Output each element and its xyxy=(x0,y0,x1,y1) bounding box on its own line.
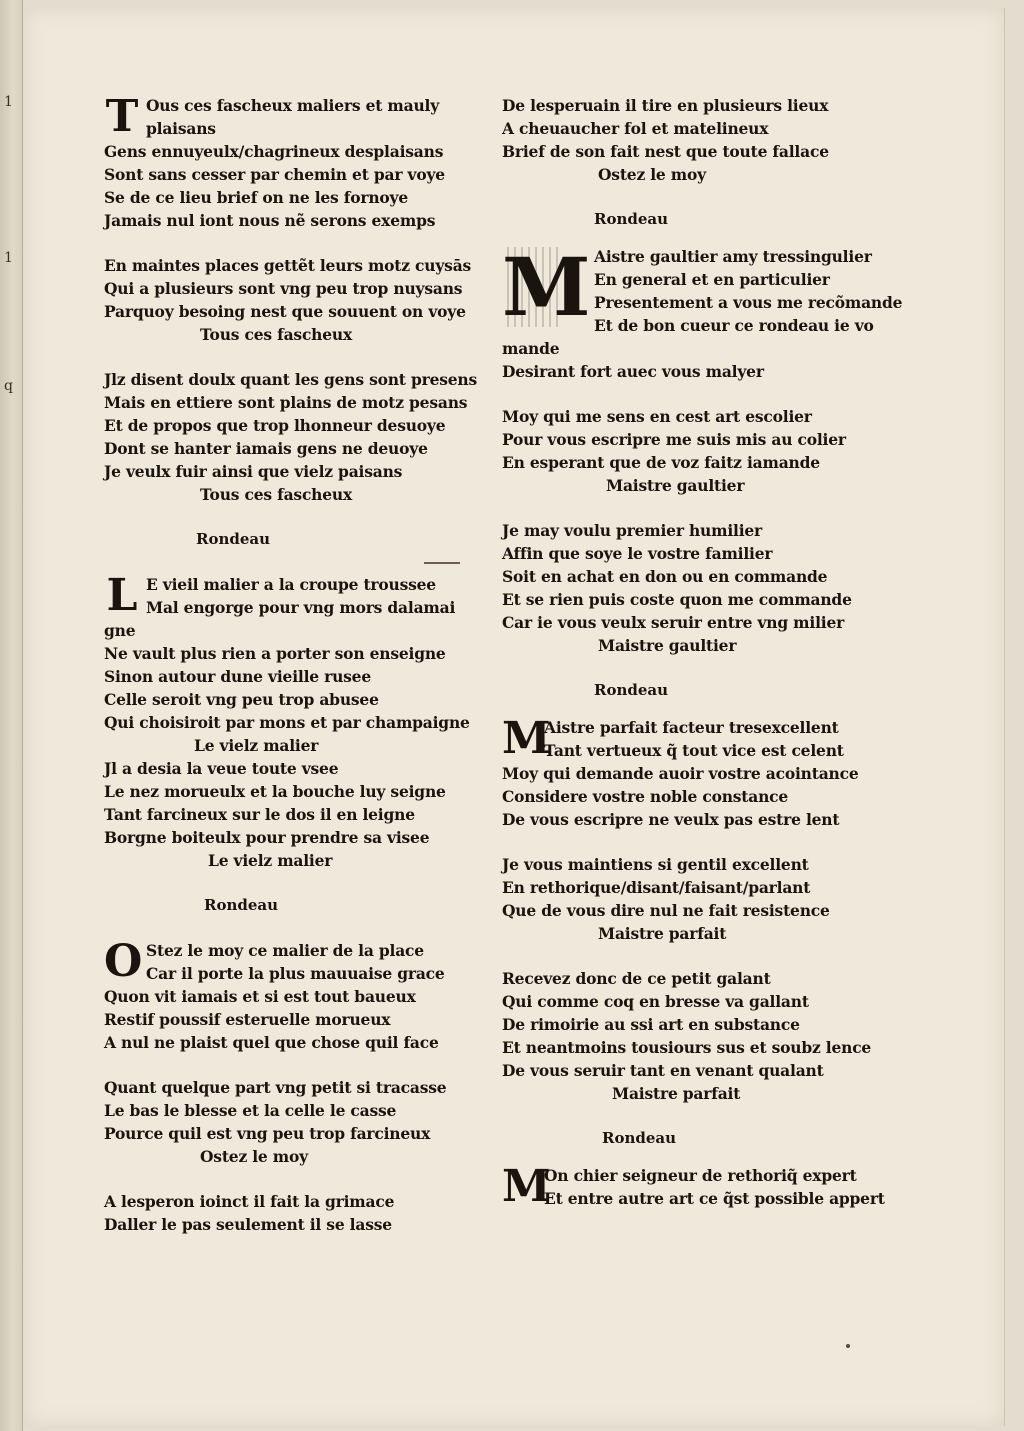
verse-line: Stez le moy ce malier de la place xyxy=(146,941,424,960)
book-gutter xyxy=(0,0,23,1431)
refrain-line: Le vielz malier xyxy=(208,851,333,870)
book-page xyxy=(24,8,1005,1426)
refrain-line: Ostez le moy xyxy=(200,1147,308,1166)
verse-line: A lesperon ioinct il fait la grimace xyxy=(104,1192,395,1211)
verse-line: Qui comme coq en bresse va gallant xyxy=(502,992,809,1011)
refrain-line: Le vielz malier xyxy=(194,736,319,755)
verse-line: Et entre autre art ce q̃st possible appert xyxy=(544,1189,885,1208)
refrain-line: Maistre gaultier xyxy=(598,636,737,655)
drop-cap-initial: O xyxy=(104,936,143,987)
section-heading: Rondeau xyxy=(594,681,669,699)
verse-line: Ous ces fascheux maliers et mauly xyxy=(146,96,440,115)
verse-line: Le bas le blesse et la celle le casse xyxy=(104,1101,397,1120)
verse-line: Quant quelque part vng petit si tracasse xyxy=(104,1078,447,1097)
verse-line: Mal engorge pour vng mors dalamai xyxy=(146,598,456,617)
right-column xyxy=(502,94,902,1210)
section-heading: Rondeau xyxy=(594,210,669,228)
section-heading: Rondeau xyxy=(196,530,271,548)
verse-line: mande xyxy=(502,339,560,358)
verse-line: Borgne boiteulx pour prendre sa visee xyxy=(104,828,430,847)
verse-line: Tant farcineux sur le dos il en leigne xyxy=(104,805,415,824)
ink-spot xyxy=(846,1344,850,1348)
verse-line: En esperant que de voz faitz iamande xyxy=(502,453,820,472)
verse-line: En rethorique/disant/faisant/parlant xyxy=(502,878,811,897)
verse-line: Qui choisiroit par mons et par champaigne xyxy=(104,713,470,732)
stanza xyxy=(104,91,504,142)
drop-cap-initial: M xyxy=(502,1161,551,1212)
verse-line: Ne vault plus rien a porter son enseigne xyxy=(104,644,446,663)
drop-cap-initial: T xyxy=(105,91,139,142)
section-heading: Rondeau xyxy=(602,1129,677,1147)
verse-line: Je may voulu premier humilier xyxy=(502,521,763,540)
verse-line: De vous escripre ne veulx pas estre lent xyxy=(502,810,840,829)
verse-line: Moy qui demande auoir vostre acointance xyxy=(502,764,859,783)
verse-line: Aistre parfait facteur tresexcellent xyxy=(544,718,839,737)
left-column xyxy=(104,91,504,1236)
verse-line: Parquoy besoing nest que souuent on voye xyxy=(104,302,466,321)
verse-line: Je vous maintiens si gentil excellent xyxy=(502,855,809,874)
verse-line: De vous seruir tant en venant qualant xyxy=(502,1061,824,1080)
verse-line: A nul ne plaist quel que chose quil face xyxy=(104,1033,439,1052)
drop-cap-initial: M xyxy=(502,713,551,764)
verse-line: Car ie vous veulx seruir entre vng milier xyxy=(502,613,845,632)
verse-line: Pource quil est vng peu trop farcineux xyxy=(104,1124,431,1143)
verse-line: En maintes places gettẽt leurs motz cuysās xyxy=(104,256,472,275)
stanza xyxy=(502,240,903,337)
verse-line: E vieil malier a la croupe troussee xyxy=(146,575,436,594)
verse-line: Celle seroit vng peu trop abusee xyxy=(104,690,379,709)
verse-line: Dont se hanter iamais gens ne deuoye xyxy=(104,439,428,458)
verse-line: plaisans xyxy=(146,119,216,138)
verse-line: A cheuaucher fol et matelineux xyxy=(502,119,769,138)
verse-line: Recevez donc de ce petit galant xyxy=(502,969,771,988)
stanza xyxy=(104,570,504,621)
verse-line: Sinon autour dune vieille rusee xyxy=(104,667,371,686)
refrain-line: Maistre gaultier xyxy=(606,476,745,495)
drop-cap-initial: L xyxy=(106,570,138,621)
verse-line: Brief de son fait nest que toute fallace xyxy=(502,142,829,161)
verse-line: Et neantmoins tousiours sus et soubz lence xyxy=(502,1038,872,1057)
verse-line: Se de ce lieu brief on ne les fornoye xyxy=(104,188,409,207)
verse-line: Le nez morueulx et la bouche luy seigne xyxy=(104,782,446,801)
verse-line: On chier seigneur de rethoriq̃ expert xyxy=(544,1166,857,1185)
verse-line: Quon vit iamais et si est tout baueux xyxy=(104,987,416,1006)
verse-line: Moy qui me sens en cest art escolier xyxy=(502,407,812,426)
verse-line: Sont sans cesser par chemin et par voye xyxy=(104,165,445,184)
verse-line: Mais en ettiere sont plains de motz pesans xyxy=(104,393,468,412)
verse-line: Tant vertueux q̃ tout vice est celent xyxy=(544,741,844,760)
verse-line: Daller le pas seulement il se lasse xyxy=(104,1215,392,1234)
divider-rule xyxy=(424,562,460,564)
decorated-initial: M xyxy=(502,240,591,334)
gutter-mark: q xyxy=(4,378,13,394)
gutter-mark: 1 xyxy=(4,250,13,266)
verse-line: Aistre gaultier amy tressingulier xyxy=(594,247,872,266)
stanza xyxy=(502,713,902,764)
verse-line: Et de bon cueur ce rondeau ie vo xyxy=(594,316,874,335)
verse-line: Et de propos que trop lhonneur desuoye xyxy=(104,416,446,435)
refrain-line: Ostez le moy xyxy=(598,165,706,184)
refrain-line: Tous ces fascheux xyxy=(200,485,353,504)
verse-line: Presentement a vous me recõmande xyxy=(594,293,903,312)
verse-line: Jl a desia la veue toute vsee xyxy=(104,759,339,778)
verse-line: Restif poussif esteruelle morueux xyxy=(104,1010,391,1029)
verse-line: Soit en achat en don ou en commande xyxy=(502,567,828,586)
verse-line: Qui a plusieurs sont vng peu trop nuysans xyxy=(104,279,463,298)
verse-line: Que de vous dire nul ne fait resistence xyxy=(502,901,830,920)
verse-line: Desirant fort auec vous malyer xyxy=(502,362,764,381)
verse-line: Je veulx fuir ainsi que vielz paisans xyxy=(104,462,403,481)
refrain-line: Maistre parfait xyxy=(598,924,727,943)
verse-line: Gens ennuyeulx/chagrineux desplaisans xyxy=(104,142,444,161)
stanza xyxy=(502,1161,902,1212)
verse-line: Et se rien puis coste quon me commande xyxy=(502,590,852,609)
refrain-line: Maistre parfait xyxy=(612,1084,741,1103)
verse-line: En general et en particulier xyxy=(594,270,830,289)
verse-line: gne xyxy=(104,621,136,640)
verse-line: Affin que soye le vostre familier xyxy=(502,544,773,563)
verse-line: Car il porte la plus mauuaise grace xyxy=(146,964,445,983)
verse-line: Jlz disent doulx quant les gens sont presens xyxy=(104,370,478,389)
verse-line: De rimoirie au ssi art en substance xyxy=(502,1015,800,1034)
gutter-mark: 1 xyxy=(4,94,13,110)
verse-line: De lesperuain il tire en plusieurs lieux xyxy=(502,96,829,115)
stanza xyxy=(104,936,504,987)
verse-line: Considere vostre noble constance xyxy=(502,787,789,806)
section-heading: Rondeau xyxy=(204,896,279,914)
verse-line: Pour vous escripre me suis mis au colier xyxy=(502,430,846,449)
verse-line: Jamais nul iont nous nẽ serons exemps xyxy=(104,211,436,230)
refrain-line: Tous ces fascheux xyxy=(200,325,353,344)
